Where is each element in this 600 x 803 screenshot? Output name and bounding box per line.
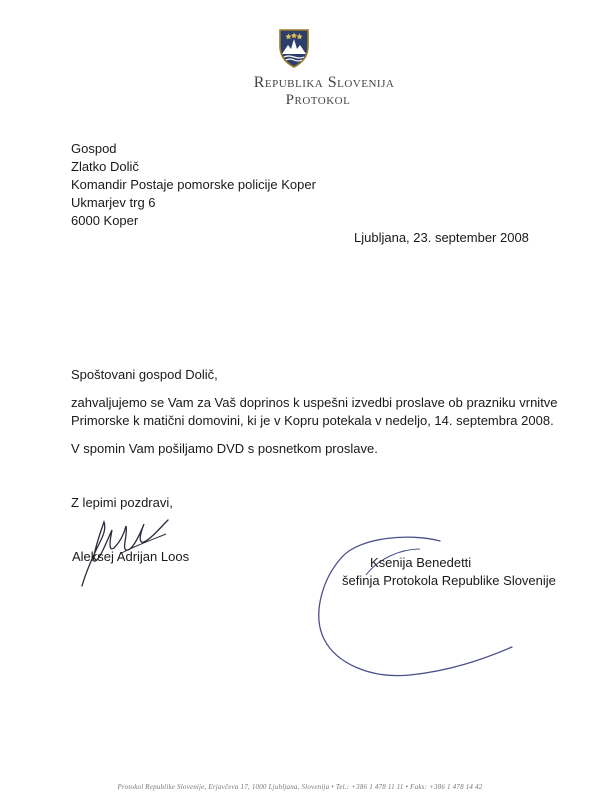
letterhead-subtitle: Protokol xyxy=(285,92,351,108)
recipient-line: Gospod xyxy=(71,141,117,156)
body-line: zahvaljujemo se Vam za Vaš doprinos k uspešni izvedbi proslave ob prazniku vrnitve xyxy=(71,395,558,410)
letterhead-title: Republika Slovenija xyxy=(253,74,395,91)
body-paragraph-2: V spomin Vam pošiljamo DVD s posnetkom proslave. xyxy=(71,441,378,456)
recipient-line: Komandir Postaje pomorske policije Koper xyxy=(71,177,316,192)
body-paragraph-1 xyxy=(71,394,558,430)
letter-date: Ljubljana, 23. september 2008 xyxy=(354,230,529,245)
salutation: Spoštovani gospod Dolič, xyxy=(71,367,218,382)
recipient-line: 6000 Koper xyxy=(71,213,139,228)
body-line: Primorske k matični domovini, ki je v Kopru potekala v nedeljo, 14. septembra 2008. xyxy=(71,413,554,428)
coat-of-arms-icon xyxy=(276,28,312,68)
signatory-right-name: Ksenija Benedetti xyxy=(370,555,472,570)
recipient-line: Zlatko Dolič xyxy=(71,159,139,174)
signatory-left-name: Aleksej Adrijan Loos xyxy=(72,549,190,564)
recipient-line: Ukmarjev trg 6 xyxy=(71,195,156,210)
letter-footer: Protokol Republike Slovenije, Erjavčeva 17, 1000 Ljubljana, Slovenija • Tel.: +386 1 478 11 11 • Faks: +386 1 478 14 42 xyxy=(117,783,483,791)
signatory-right xyxy=(342,554,556,590)
signatory-right-title: šefinja Protokola Republike Slovenije xyxy=(342,573,556,588)
closing: Z lepimi pozdravi, xyxy=(71,495,173,510)
recipient-address xyxy=(71,140,316,230)
